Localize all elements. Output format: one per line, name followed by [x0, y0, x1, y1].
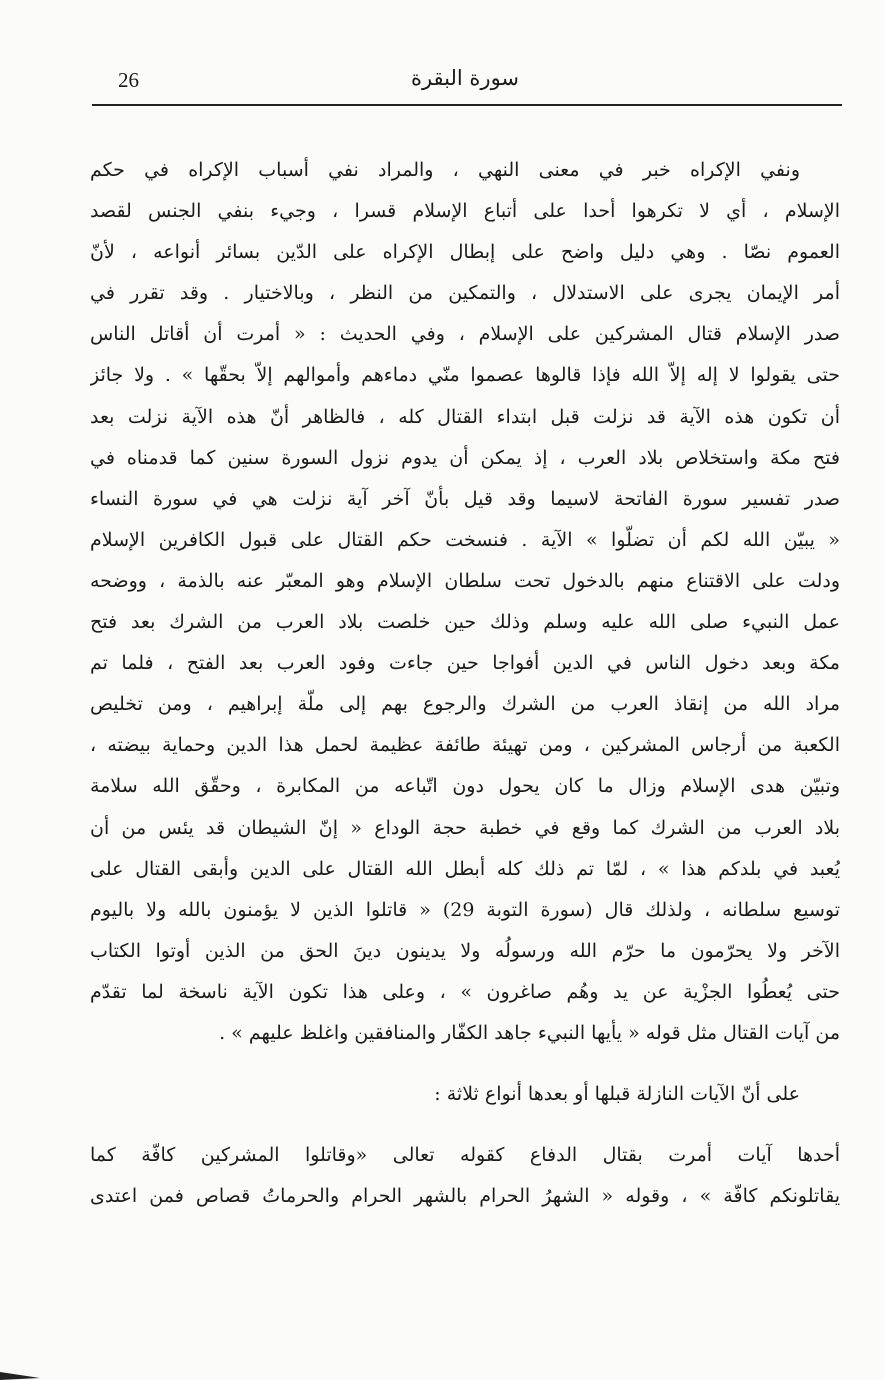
text-line: من آيات القتال مثل قوله « يأيها النبيء جاهد الكفّار والمنافقين واغلظ عليهم » . — [219, 1021, 840, 1044]
text-line: الإسلام ، أي لا تكرهوا أحدا على أتباع الإسلام قسرا ، وجيء بنفي الجنس لقصد — [90, 200, 840, 223]
text-line: يقاتلونكم كافّة » ، وقوله « الشهرُ الحرام بالشهر الحرام والحرماتُ قصاص فمن اعتدى — [90, 1185, 840, 1208]
text-line: على أنّ الآيات النازلة قبلها أو بعدها أنواع ثلاثة : — [434, 1083, 800, 1106]
header-rule — [92, 104, 842, 106]
body-text — [90, 150, 840, 1217]
text-line: حتى يقولوا لا إله إلاّ الله فإذا قالوها عصموا منّي دماءهم وأموالهم إلاّ بحقّها » . ولا جائز — [90, 364, 840, 387]
text-line: ودلت على الاقتناع منهم بالدخول تحت سلطان الإسلام وهو المعبّر عنه بالذمة ، ووضحه — [90, 569, 840, 592]
text-line: مكة وبعد دخول الناس في الدين أفواجا حين جاءت وفود العرب بعد الفتح ، فلما تم — [90, 652, 840, 675]
text-line: الآخر ولا يحرّمون ما حرّم الله ورسولُه ولا يدينون دينَ الحق من الذين أوتوا الكتاب — [90, 939, 840, 962]
text-line: يُعبد في بلدكم هذا » ، لمّا تم ذلك كله أبطل الله القتال على الدين وأبقى القتال على — [90, 857, 840, 880]
text-line: بلاد العرب من الشرك كما وقع في خطبة حجة الوداع « إنّ الشيطان قد يئس من أن — [90, 816, 840, 839]
text-line: ونفي الإكراه خبر في معنى النهي ، والمراد نفي أسباب الإكراه في حكم — [90, 159, 800, 181]
text-line: توسيع سلطانه ، ولذلك قال (سورة التوبة 29) « قاتلوا الذين لا يؤمنون بالله ولا باليوم — [90, 898, 840, 921]
text-line: « يبيّن الله لكم أن تضلّوا » الآية . فنسخت حكم القتال على قبول الكافرين الإسلام — [90, 528, 840, 551]
page-header — [90, 64, 840, 102]
running-title: سورة البقرة — [410, 66, 520, 90]
text-line: صدر الإسلام قتال المشركين على الإسلام ، وفي الحديث : « أمرت أن أقاتل الناس — [90, 323, 840, 346]
text-line: أن تكون هذه الآية قد نزلت قبل ابتداء القتال كله ، فالظاهر أنّ هذه الآية نزلت بعد — [90, 405, 840, 428]
text-line: فتح مكة واستخلاص بلاد العرب ، إذ يمكن أن يدوم نزول السورة سنين كما قدمناه في — [90, 446, 840, 469]
text-line: عمل النبيء صلى الله عليه وسلم وذلك حين خلصت بلاد العرب من الشرك بعد فتح — [90, 611, 840, 634]
text-line: الكعبة من أرجاس المشركين ، ومن تهيئة طائفة عظيمة لحمل هذا الدين وحماية بيضته ، — [90, 734, 840, 757]
text-line: صدر تفسير سورة الفاتحة لاسيما وقد قيل بأنّ آخر آية نزلت هي في سورة النساء — [90, 487, 840, 510]
page-number: 26 — [118, 68, 139, 92]
text-line: وتبيّن هدى الإسلام وزال ما كان يحول دون اتّباعه من المكابرة ، وحقّق الله سلامة — [90, 775, 840, 798]
text-line: العموم نصّا . وهي دليل واضح على إبطال الإكراه على الدّين بسائر أنواعه ، لأنّ — [90, 241, 840, 264]
scan-edge-mark — [0, 1366, 48, 1380]
text-line: مراد الله من إنقاذ العرب من الشرك والرجوع بهم إلى ملّة إبراهيم ، ومن تخليص — [90, 693, 840, 716]
text-line: حتى يُعطُوا الجزْية عن يد وهُم صاغرون » ، وعلى هذا تكون الآية ناسخة لما تقدّم — [90, 980, 840, 1003]
text-line: أمر الإيمان يجرى على الاستدلال ، والتمكين من النظر ، وبالاختيار . وقد تقرر في — [90, 282, 840, 305]
text-line: أحدها آيات أمرت بقتال الدفاع كقوله تعالى «وقاتلوا المشركين كافّة كما — [90, 1144, 840, 1167]
